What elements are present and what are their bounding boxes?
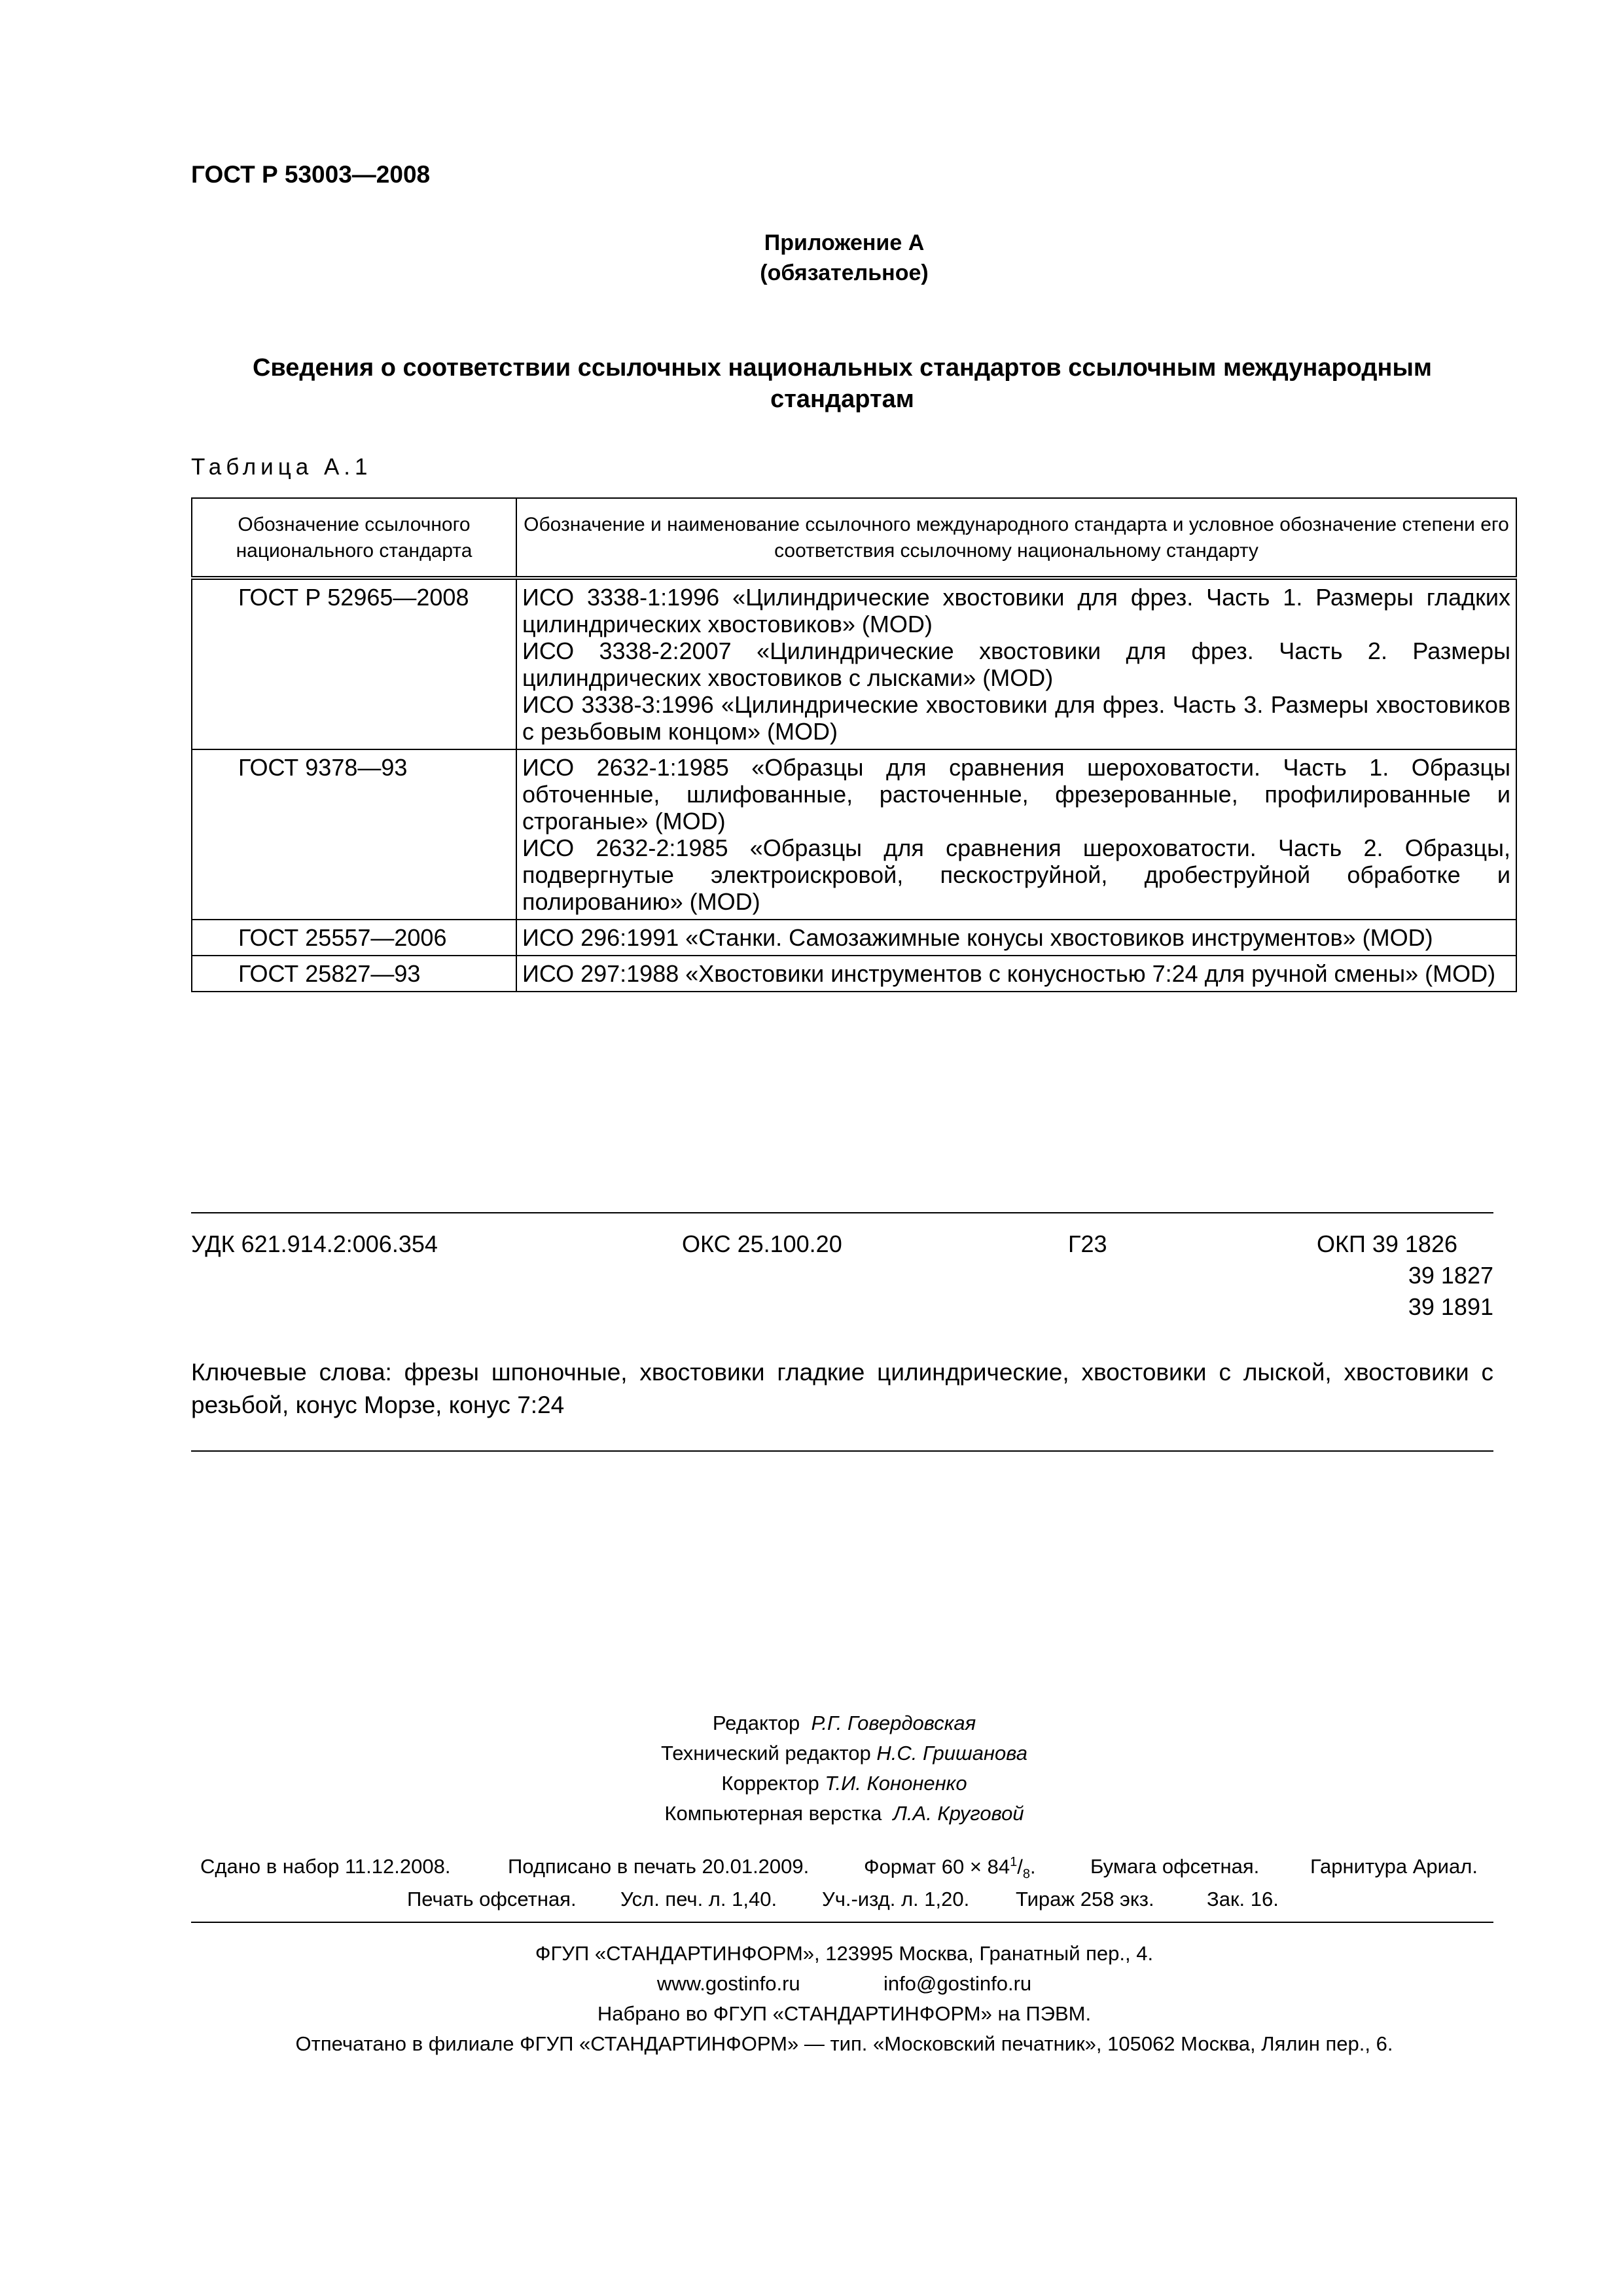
staff-corrector	[0, 1768, 1623, 1799]
national-standard: ГОСТ Р 52965—2008	[192, 578, 516, 749]
international-standard-entry: ИСО 3338-2:2007 «Цилиндрические хвостовики для фрез. Часть 2. Размеры цилиндрических хвостовиков с лысками» (MOD)	[522, 637, 1510, 691]
table-header-row	[192, 498, 1516, 578]
udk-code: УДК 621.914.2:006.354	[191, 1230, 438, 1257]
international-standards	[516, 749, 1516, 920]
format-value: 84	[987, 1855, 1010, 1878]
appendix-status: (обязательное)	[760, 260, 929, 285]
publisher-address: ФГУП «СТАНДАРТИНФОРМ», 123995 Москва, Гранатный пер., 4.	[535, 1942, 1154, 1965]
oks-code: ОКС 25.100.20	[682, 1230, 842, 1257]
header-national: Обозначение ссылочного национального стандарта	[192, 498, 516, 578]
tech-editor-label: Технический редактор	[661, 1742, 871, 1765]
layout-name: Л.А. Круговой	[893, 1802, 1024, 1825]
appendix-title: Приложение А	[764, 230, 925, 255]
imprint-format: Формат $60 \times 84^1/_8$.	[864, 1855, 1036, 1882]
keywords: Ключевые слова: фрезы шпоночные, хвостовики гладкие цилиндрические, хвостовики с лыской, хвостовики с резьбой, конус Морзе, конус 7:24	[191, 1359, 1493, 1418]
staff-editor	[0, 1708, 1623, 1738]
imprint-print-type: Печать офсетная.	[407, 1888, 577, 1910]
international-standard-entry: ИСО 3338-1:1996 «Цилиндрические хвостовики для фрез. Часть 1. Размеры гладких цилиндрических хвостовиков» (MOD)	[522, 584, 1510, 637]
publisher-email[interactable]: info@gostinfo.ru	[883, 1972, 1032, 1995]
international-standard-entry: ИСО 2632-1:1985 «Образцы для сравнения шероховатости. Часть 1. Образцы обточенные, шлифованные, расточенные, фрезерованные, профилированные и строганые» (MOD)	[522, 754, 1510, 834]
format-times-sign: ×	[969, 1855, 982, 1878]
corrector-label: Корректор	[721, 1772, 819, 1795]
okp-code-3: 39 1891	[1408, 1293, 1493, 1320]
tech-editor-name: Н.С. Гришанова	[876, 1742, 1027, 1765]
table-row	[192, 578, 1516, 749]
divider-top	[191, 1212, 1493, 1213]
standards-table	[191, 497, 1517, 992]
corrector-name: Т.И. Кононенко	[825, 1772, 967, 1795]
format-prefix: Формат 60	[864, 1855, 965, 1878]
section-title: Сведения о соответствии ссылочных национальных стандартов ссылочным международным стандартам	[252, 354, 1433, 413]
staff-tech-editor	[0, 1738, 1623, 1768]
imprint-sign-date: Подписано в печать 20.01.2009.	[508, 1855, 810, 1878]
table-caption: Таблица А.1	[191, 454, 372, 480]
group-code: Г23	[1068, 1230, 1107, 1257]
international-standards	[516, 956, 1516, 992]
format-denominator: 8	[1022, 1867, 1030, 1882]
imprint-paper: Бумага офсетная.	[1090, 1855, 1260, 1878]
publisher-typeset: Набрано во ФГУП «СТАНДАРТИНФОРМ» на ПЭВМ.	[597, 2002, 1092, 2025]
imprint-circulation: Тираж 258 экз.	[1016, 1888, 1154, 1910]
international-standard-entry: ИСО 2632-2:1985 «Образцы для сравнения шероховатости. Часть 2. Образцы, подвергнутые электроискровой, пескоструйной, дробеструйной обработке и полированию» (MOD)	[522, 834, 1510, 915]
divider-imprint	[191, 1922, 1493, 1923]
table-row	[192, 749, 1516, 920]
staff-layout	[0, 1799, 1623, 1829]
format-numerator: 1	[1010, 1855, 1018, 1869]
table-row	[192, 920, 1516, 956]
national-standard: ГОСТ 25827—93	[192, 956, 516, 992]
divider-keywords	[191, 1450, 1493, 1452]
publisher-contacts	[0, 1969, 1623, 1999]
international-standard-entry: ИСО 3338-3:1996 «Цилиндрические хвостовики для фрез. Часть 3. Размеры хвостовиков с резьбовым концом» (MOD)	[522, 691, 1510, 745]
national-standard: ГОСТ 9378—93	[192, 749, 516, 920]
okp-code-1: ОКП 39 1826	[1317, 1230, 1457, 1257]
international-standard-entry: ИСО 297:1988 «Хвостовики инструментов с конусностью 7:24 для ручной смены» (MOD)	[522, 960, 1496, 987]
national-standard: ГОСТ 25557—2006	[192, 920, 516, 956]
publisher-website[interactable]: www.gostinfo.ru	[656, 1972, 800, 1995]
international-standards	[516, 920, 1516, 956]
editor-name: Р.Г. Говердовская	[811, 1712, 976, 1734]
international-standard-entry: ИСО 296:1991 «Станки. Самозажимные конусы хвостовиков инструментов» (MOD)	[522, 924, 1433, 951]
international-standards	[516, 578, 1516, 749]
imprint-order: Зак. 16.	[1207, 1888, 1279, 1910]
imprint-typeface: Гарнитура Ариал.	[1310, 1855, 1478, 1878]
table-row	[192, 956, 1516, 992]
document-code: ГОСТ Р 53003—2008	[191, 161, 431, 188]
imprint-set-date: Сдано в набор 11.12.2008.	[200, 1855, 451, 1878]
editor-label: Редактор	[712, 1712, 800, 1734]
layout-label: Компьютерная верстка	[664, 1802, 882, 1825]
header-international: Обозначение и наименование ссылочного международного стандарта и условное обозначение степени его соответствия ссылочному национальному стандарту	[516, 498, 1516, 578]
okp-code-2: 39 1827	[1408, 1262, 1493, 1289]
imprint-pub-sheets: Уч.-изд. л. 1,20.	[822, 1888, 970, 1910]
imprint-print-sheets: Усл. печ. л. 1,40.	[620, 1888, 777, 1910]
publisher-printed: Отпечатано в филиале ФГУП «СТАНДАРТИНФОРМ» — тип. «Московский печатник», 105062 Москва, Лялин пер., 6.	[295, 2032, 1393, 2055]
